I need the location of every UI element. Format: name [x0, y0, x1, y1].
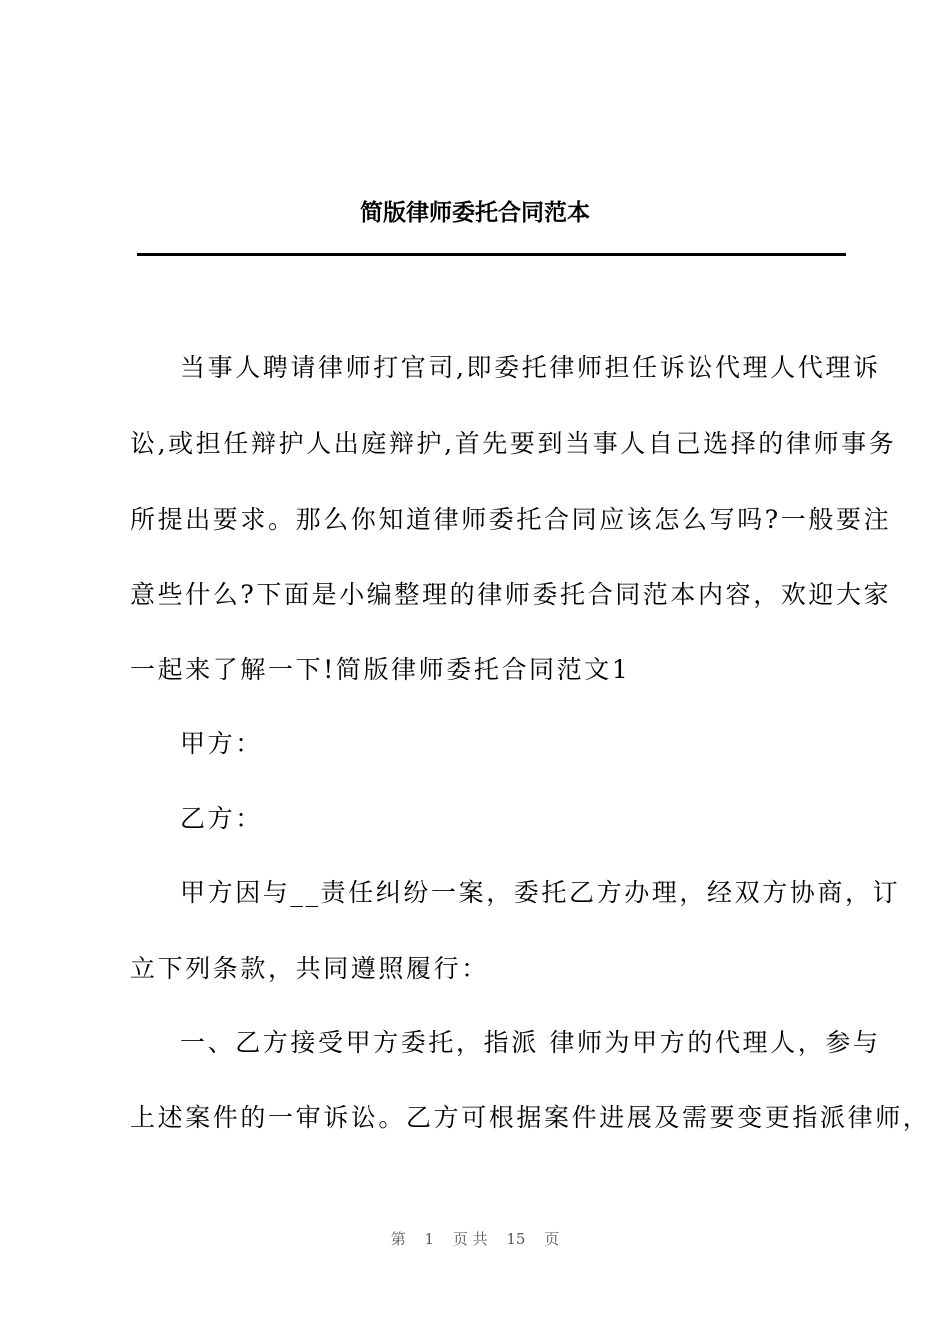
party-b-line: 乙方： — [180, 804, 263, 833]
paragraph-line: 立下列条款，共同遵照履行： — [130, 954, 489, 983]
document-title: 简版律师委托合同范本 — [360, 199, 590, 226]
clause-line: 上述案件的一审诉讼。乙方可根据案件进展及需要变更指派律师， — [130, 1103, 931, 1132]
paragraph-line: 一起来了解一下!简版律师委托合同范文1 — [130, 655, 631, 684]
paragraph-line: 意些什么?下面是小编整理的律师委托合同范本内容，欢迎大家 — [130, 580, 892, 609]
footer-of-label: 页 共 — [452, 1230, 488, 1248]
footer-total-pages: 15 — [506, 1230, 526, 1248]
footer-end-label: 页 — [544, 1230, 560, 1248]
party-a-line: 甲方： — [180, 729, 263, 758]
paragraph-line: 讼,或担任辩护人出庭辩护,首先要到当事人自己选择的律师事务 — [130, 429, 897, 458]
page-footer — [0, 1228, 950, 1250]
clause-line: 一、乙方接受甲方委托，指派 律师为甲方的代理人，参与 — [180, 1028, 881, 1057]
paragraph-line: 所提出要求。那么你知道律师委托合同应该怎么写吗?一般要注 — [130, 505, 892, 534]
title-underline — [137, 253, 846, 256]
footer-page-label: 第 — [390, 1230, 406, 1248]
paragraph-line: 甲方因与__责任纠纷一案，委托乙方办理，经双方协商，订 — [180, 878, 901, 907]
footer-current-page: 1 — [424, 1230, 435, 1248]
paragraph-line: 当事人聘请律师打官司,即委托律师担任诉讼代理人代理诉 — [180, 353, 881, 382]
